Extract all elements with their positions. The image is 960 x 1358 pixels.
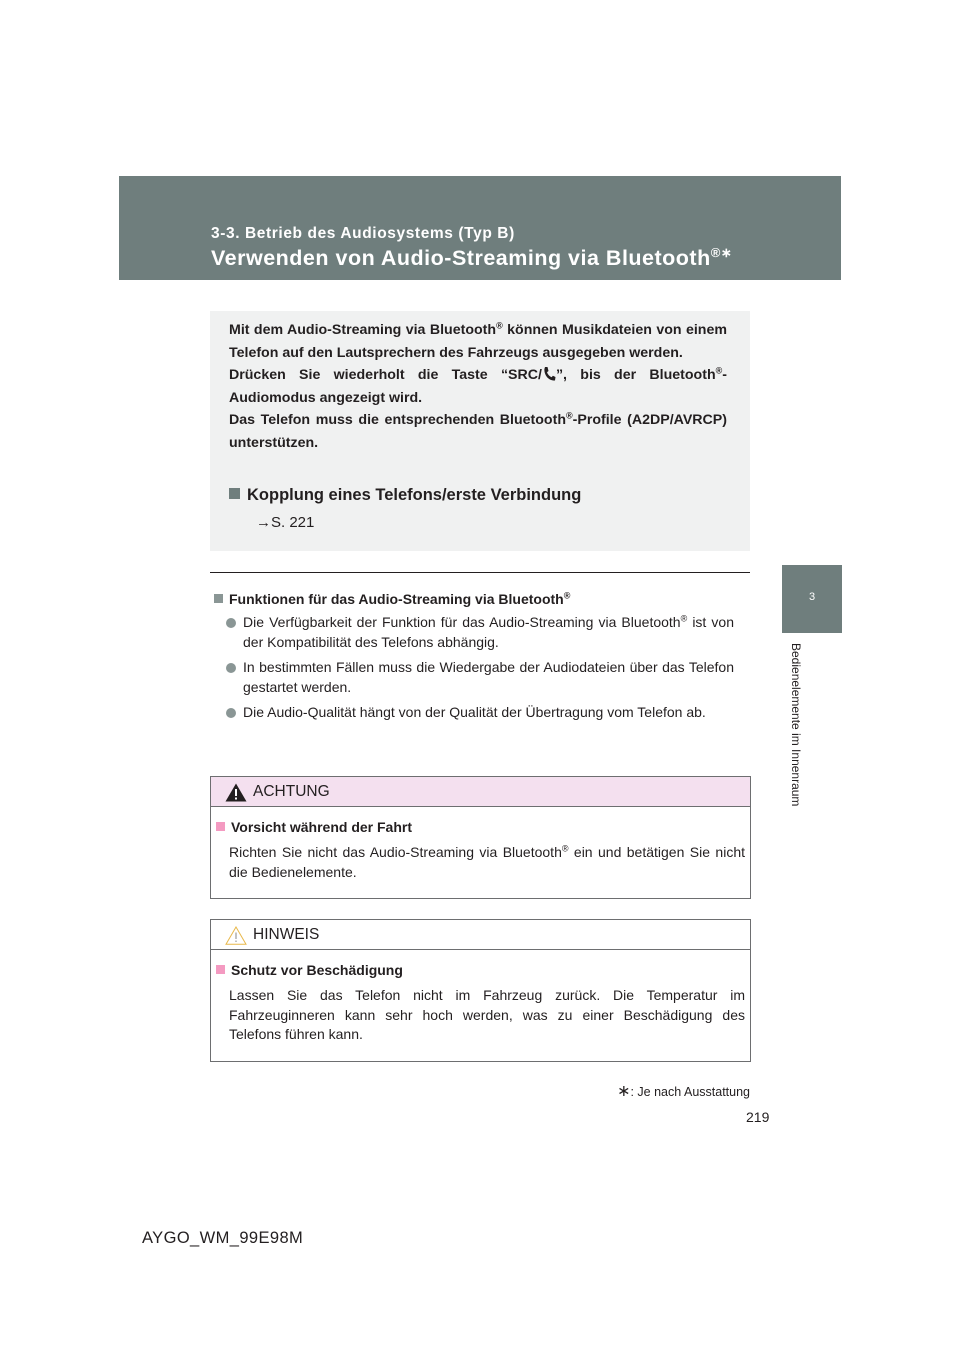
chapter-side-label xyxy=(786,643,806,843)
bullet-3: Die Audio-Qualität hängt von der Qualität der Übertragung vom Telefon ab. xyxy=(243,704,706,720)
intro-line-1a: Mit dem Audio-Streaming via Bluetooth xyxy=(229,322,497,338)
achtung-subheading-text: Vorsicht während der Fahrt xyxy=(231,819,412,835)
section-label: 3-3. Betrieb des Audiosystems (Typ B) xyxy=(211,225,515,242)
pairing-heading xyxy=(229,486,581,505)
asterisk-mark: ∗ xyxy=(617,1083,631,1100)
warning-triangle-icon xyxy=(225,783,247,802)
functions-list xyxy=(214,613,734,729)
list-item xyxy=(214,613,734,652)
achtung-subheading xyxy=(216,819,412,835)
hinweis-subheading-text: Schutz vor Beschädigung xyxy=(231,962,403,978)
document-code: AYGO_WM_99E98M xyxy=(142,1229,304,1247)
bullet-2: In bestimmten Fällen muss die Wiedergabe der Audiodateien über das Telefon gestartet werden. xyxy=(243,659,734,695)
phone-handset-icon xyxy=(542,366,556,382)
registered-mark: ® xyxy=(710,244,721,260)
achtung-box xyxy=(210,776,751,899)
hinweis-box xyxy=(210,919,751,1062)
hinweis-body: Lassen Sie das Telefon nicht im Fahrzeug zurück. Die Temperatur im Fahrzeuginneren kann sehr hoch werden, was zu einer Beschädigung des Telefons führen kann. xyxy=(229,987,745,1042)
bullet-1b: ist von der Kompatibilität des Telefons abhängig. xyxy=(243,614,734,650)
title-text: Verwenden von Audio-Streaming via Bluetooth xyxy=(211,246,711,270)
circle-bullet-icon xyxy=(226,708,236,718)
registered-mark: ® xyxy=(680,613,688,624)
hinweis-subheading xyxy=(216,962,403,978)
registered-mark: ® xyxy=(496,320,503,331)
asterisk-mark: ∗ xyxy=(720,244,733,260)
functions-heading-text: Funktionen für das Audio-Streaming via Bluetooth xyxy=(229,591,564,607)
pairing-page-link[interactable]: →S. 221 xyxy=(256,514,315,531)
functions-heading xyxy=(214,591,570,607)
list-item xyxy=(214,703,734,723)
registered-mark: ® xyxy=(561,843,569,854)
divider xyxy=(210,572,750,573)
caution-outline-triangle-icon xyxy=(225,926,247,945)
square-bullet-icon xyxy=(216,965,225,974)
footnote-text: : Je nach Ausstattung xyxy=(630,1085,750,1099)
intro-box xyxy=(210,311,750,551)
intro-line-1b: können Musikdateien von einem Telefon auf den Lautsprechern des Fahrzeugs ausgegeben werden. xyxy=(229,322,727,361)
registered-mark: ® xyxy=(715,365,723,376)
square-bullet-icon xyxy=(216,822,225,831)
chapter-number: 3 xyxy=(808,591,816,603)
hinweis-header xyxy=(211,920,750,950)
page-header xyxy=(119,176,841,280)
achtung-body-a: Richten Sie nicht das Audio-Streaming via Bluetooth xyxy=(229,844,562,860)
bullet-1a: Die Verfügbarkeit der Funktion für das Audio-Streaming via Bluetooth xyxy=(243,614,681,630)
achtung-body-b: ein und betätigen Sie nicht die Bedienelemente. xyxy=(229,844,745,880)
achtung-header xyxy=(211,777,750,807)
chapter-tab xyxy=(782,565,842,633)
achtung-title: ACHTUNG xyxy=(253,783,330,800)
chapter-label-text: Bedienelemente im Innenraum xyxy=(789,643,803,807)
circle-bullet-icon xyxy=(226,618,236,628)
page-number: 219 xyxy=(746,1109,770,1125)
footnote xyxy=(617,1081,750,1101)
pairing-heading-text: Kopplung eines Telefons/erste Verbindung xyxy=(247,486,582,504)
hinweis-title: HINWEIS xyxy=(253,926,320,943)
intro-line-3a: Das Telefon muss die entsprechenden Bluetooth xyxy=(229,412,566,429)
page-title xyxy=(211,246,732,271)
intro-line-2c: -Audiomodus angezeigt wird. xyxy=(229,367,727,406)
intro-line-3b: -Profile (A2DP/AVRCP) unterstützen. xyxy=(229,412,727,451)
square-bullet-icon xyxy=(229,488,240,499)
square-bullet-icon xyxy=(214,594,223,603)
list-item xyxy=(214,658,734,697)
registered-mark: ® xyxy=(563,590,571,601)
intro-line-2a: Drücken Sie wiederholt die Taste “SRC/ xyxy=(229,367,542,384)
circle-bullet-icon xyxy=(226,663,236,673)
registered-mark: ® xyxy=(565,410,573,421)
achtung-body xyxy=(229,843,745,882)
intro-line-2b: ”, bis der Bluetooth xyxy=(555,367,716,384)
intro-text xyxy=(229,319,727,455)
